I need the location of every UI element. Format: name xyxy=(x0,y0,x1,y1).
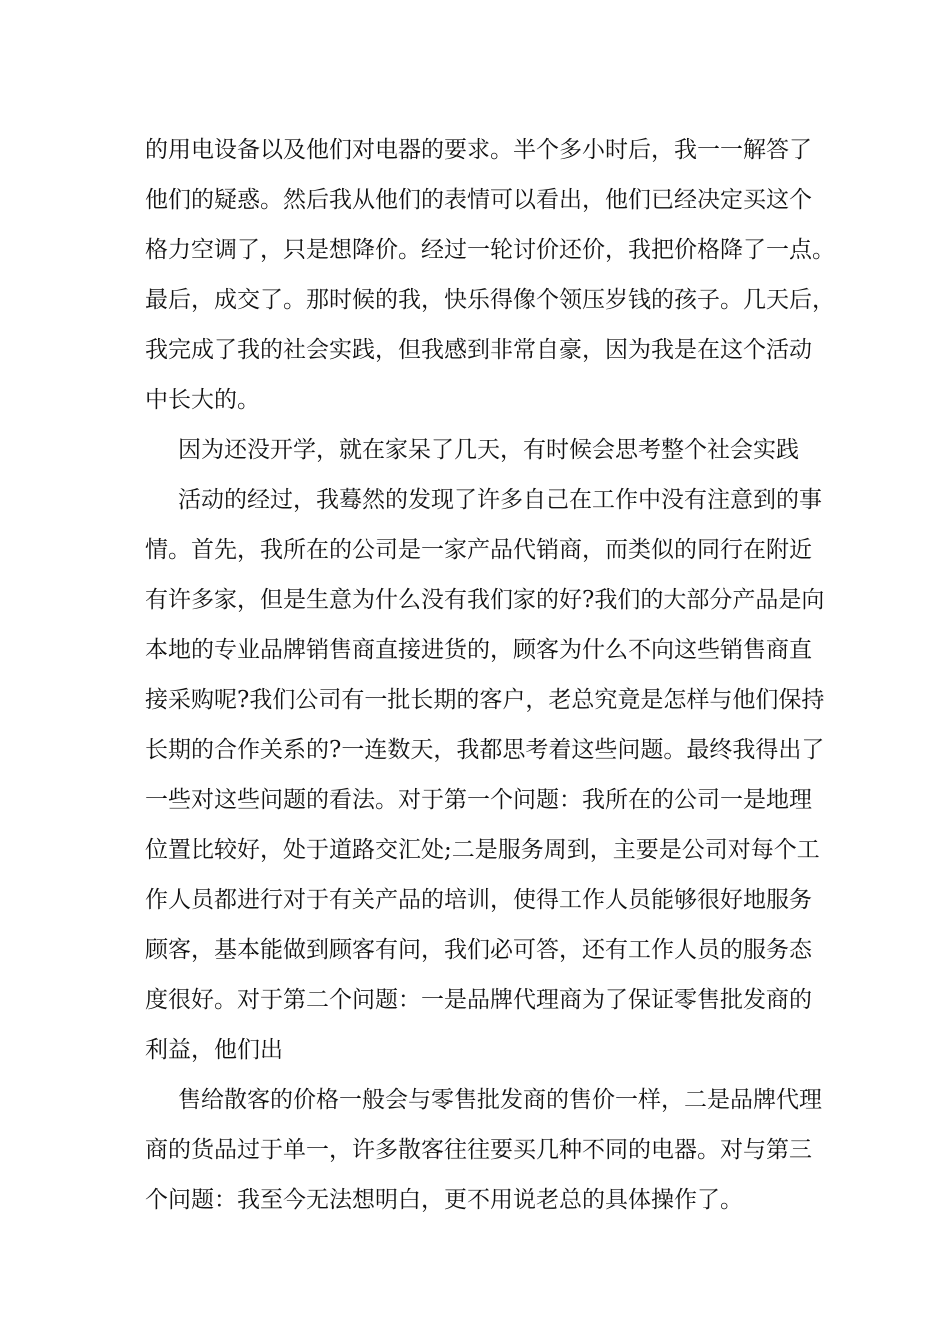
text-line: 格力空调了，只是想降价。经过一轮讨价还价，我把价格降了一点。 xyxy=(145,237,835,263)
text-line: 顾客，基本能做到顾客有问，我们必可答，还有工作人员的服务态 xyxy=(145,937,812,963)
text-line: 的用电设备以及他们对电器的要求。半个多小时后，我一一解答了 xyxy=(145,137,812,163)
text-line: 利益，他们出 xyxy=(145,1037,283,1063)
text-line: 长期的合作关系的?一连数天，我都思考着这些问题。最终我得出了 xyxy=(145,737,825,763)
text-line: 他们的疑惑。然后我从他们的表情可以看出，他们已经决定买这个 xyxy=(145,187,812,213)
text-line: 一些对这些问题的看法。对于第一个问题：我所在的公司一是地理 xyxy=(145,787,812,813)
text-line: 本地的专业品牌销售商直接进货的，顾客为什么不向这些销售商直 xyxy=(145,637,812,663)
text-line: 个问题：我至今无法想明白，更不用说老总的具体操作了。 xyxy=(145,1187,743,1213)
text-line: 度很好。对于第二个问题：一是品牌代理商为了保证零售批发商的 xyxy=(145,987,812,1013)
text-line: 因为还没开学，就在家呆了几天，有时候会思考整个社会实践 xyxy=(178,437,799,463)
text-line: 位置比较好，处于道路交汇处;二是服务周到，主要是公司对每个工 xyxy=(145,837,820,863)
text-line: 商的货品过于单一，许多散客往往要买几种不同的电器。对与第三 xyxy=(145,1137,812,1163)
text-line: 中长大的。 xyxy=(145,387,260,413)
text-line: 有许多家，但是生意为什么没有我们家的好?我们的大部分产品是向 xyxy=(145,587,825,613)
text-line: 售给散客的价格一般会与零售批发商的售价一样，二是品牌代理 xyxy=(178,1087,822,1113)
text-line: 情。首先，我所在的公司是一家产品代销商，而类似的同行在附近 xyxy=(145,537,812,563)
text-line: 作人员都进行对于有关产品的培训，使得工作人员能够很好地服务 xyxy=(145,887,812,913)
text-line: 接采购呢?我们公司有一批长期的客户，老总究竟是怎样与他们保持 xyxy=(145,687,825,713)
text-line: 最后，成交了。那时候的我，快乐得像个领压岁钱的孩子。几天后， xyxy=(145,287,835,313)
text-line: 活动的经过，我蓦然的发现了许多自己在工作中没有注意到的事 xyxy=(178,487,822,513)
text-line: 我完成了我的社会实践，但我感到非常自豪，因为我是在这个活动 xyxy=(145,337,812,363)
